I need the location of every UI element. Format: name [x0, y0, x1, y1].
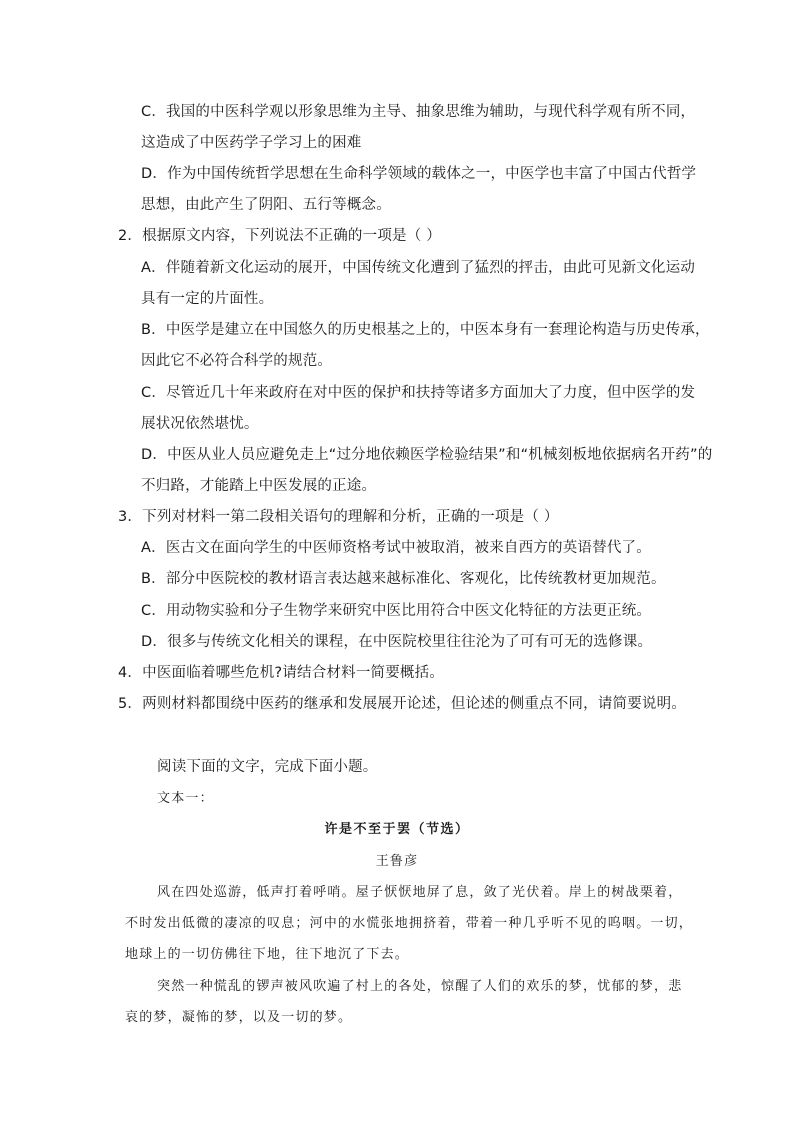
- q2-option-a-line2: 具有一定的片面性。: [141, 291, 274, 307]
- text-label: 文本一：: [157, 791, 214, 806]
- passage-title: 许是不至于罢（节选）: [324, 822, 470, 837]
- q2-option-d-line2: 不归路，才能踏上中医发展的正途。: [141, 478, 377, 494]
- passage-author: 王鲁彦: [375, 854, 419, 869]
- passage-p1-line2: 不时发出低微的凄凉的叹息；河中的水慌张地拥挤着，带着一种几乎听不见的呜咽。一切，: [125, 916, 694, 931]
- q2-stem: 2．根据原文内容，下列说法不正确的一项是（ ）: [118, 228, 441, 244]
- q4-stem: 4．中医面临着哪些危机?请结合材料一简要概括。: [118, 665, 445, 681]
- passage-p1-line3: 地球上的一切仿佛往下地，往下地沉了下去。: [125, 947, 410, 962]
- q2-option-c-line2: 展状况依然堪忧。: [141, 416, 259, 432]
- q5-stem: 5．两则材料都围绕中医药的继承和发展展开论述，但论述的侧重点不同，请简要说明。: [118, 696, 687, 712]
- q2-option-b-line2: 因此它不必符合科学的规范。: [141, 353, 333, 369]
- q1-option-c-line2: 这造成了中医药学子学习上的困难: [141, 135, 362, 151]
- q1-option-d-line1: D．作为中国传统哲学思想在生命科学领域的载体之一，中医学也丰富了中国古代哲学: [141, 166, 697, 182]
- reading-instruction: 阅读下面的文字，完成下面小题。: [157, 759, 378, 775]
- q2-option-c-line1: C．尽管近几十年来政府在对中医的保护和扶持等诸多方面加大了力度，但中医学的发: [141, 385, 696, 401]
- q3-option-c: C．用动物实验和分子生物学来研究中医比用符合中医文化特征的方法更正统。: [141, 603, 652, 619]
- q3-option-b: B．部分中医院校的教材语言表达越来越标准化、客观化，比传统教材更加规范。: [141, 571, 666, 587]
- q1-option-c-line1: C．我国的中医科学观以形象思维为主导、抽象思维为辅助，与现代科学观有所不同，: [141, 104, 696, 120]
- passage-p2-line2: 哀的梦，凝怖的梦，以及一切的梦。: [125, 1010, 353, 1025]
- passage-p1-line1: 风在四处巡游，低声打着呼哨。屋子恹恹地屏了息，敛了光伏着。岸上的树战栗着，: [157, 885, 683, 900]
- q3-stem: 3．下列对材料一第二段相关语句的理解和分析，正确的一项是（ ）: [118, 509, 559, 525]
- q3-option-a: A．医古文在面向学生的中医师资格考试中被取消，被来自西方的英语替代了。: [141, 540, 651, 556]
- q2-option-d-line1: D．中医从业人员应避免走上“过分地依赖医学检验结果”和“机械刻板地依据病名开药”的: [141, 447, 713, 463]
- q3-option-d: D．很多与传统文化相关的课程，在中医院校里往往沦为了可有可无的选修课。: [141, 634, 653, 650]
- q2-option-a-line1: A．伴随着新文化运动的展开，中国传统文化遭到了猛烈的抨击，由此可见新文化运动: [141, 260, 696, 276]
- q2-option-b-line1: B．中医学是建立在中国悠久的历史根基之上的，中医本身有一套理论构造与历史传承，: [141, 322, 710, 338]
- q1-option-d-line2: 思想，由此产生了阴阳、五行等概念。: [141, 197, 391, 213]
- passage-p2-line1: 突然一种慌乱的锣声被风吹遍了村上的各处，惊醒了人们的欢乐的梦，忧郁的梦，悲: [157, 979, 683, 994]
